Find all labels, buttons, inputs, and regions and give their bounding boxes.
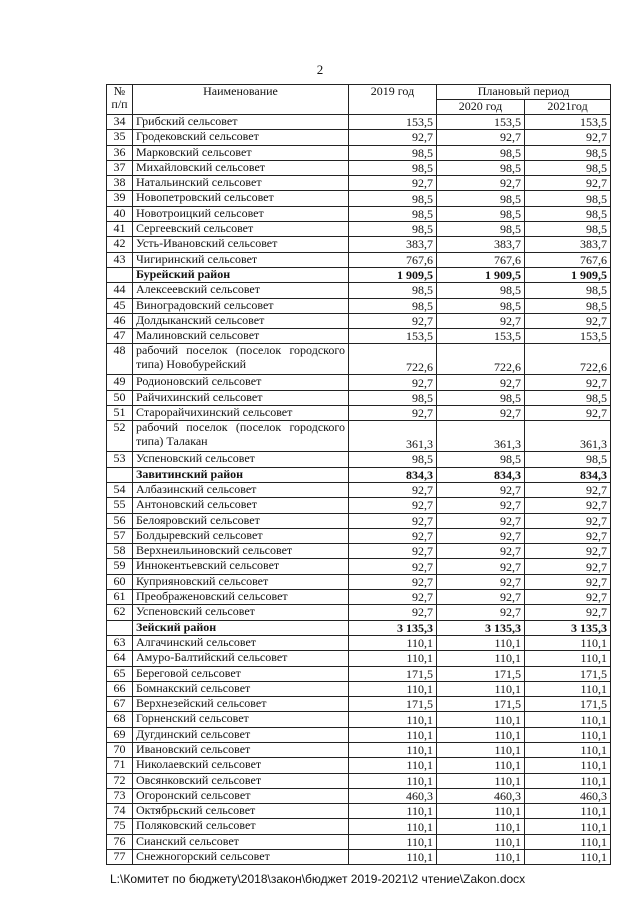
value-2020: 92,7 bbox=[437, 559, 525, 574]
table-row bbox=[107, 344, 611, 375]
value-2019: 92,7 bbox=[349, 375, 437, 390]
value-2019: 92,7 bbox=[349, 605, 437, 620]
row-name: Горненский сельсовет bbox=[133, 712, 349, 727]
value-2021: 110,1 bbox=[525, 850, 611, 865]
row-number: 37 bbox=[107, 160, 133, 175]
row-number: 57 bbox=[107, 528, 133, 543]
value-2019: 110,1 bbox=[349, 635, 437, 650]
table-row bbox=[107, 528, 611, 543]
table-row bbox=[107, 590, 611, 605]
row-name: Новопетровский сельсовет bbox=[133, 191, 349, 206]
value-2021: 92,7 bbox=[525, 544, 611, 559]
value-2019: 98,5 bbox=[349, 283, 437, 298]
value-2019: 361,3 bbox=[349, 421, 437, 452]
value-2021: 98,5 bbox=[525, 191, 611, 206]
value-2020: 110,1 bbox=[437, 635, 525, 650]
header-2020: 2020 год bbox=[437, 100, 525, 115]
value-2020: 92,7 bbox=[437, 130, 525, 145]
row-name: Верхнезейский сельсовет bbox=[133, 697, 349, 712]
table-row bbox=[107, 788, 611, 803]
row-name: Преображеновский сельсовет bbox=[133, 590, 349, 605]
row-name: Амуро-Балтийский сельсовет bbox=[133, 651, 349, 666]
table-row bbox=[107, 482, 611, 497]
value-2019: 110,1 bbox=[349, 773, 437, 788]
row-name: Долдыканский сельсовет bbox=[133, 313, 349, 328]
value-2020: 110,1 bbox=[437, 712, 525, 727]
value-2021: 92,7 bbox=[525, 605, 611, 620]
row-name: Бурейский район bbox=[133, 267, 349, 282]
value-2020: 834,3 bbox=[437, 467, 525, 482]
row-number: 34 bbox=[107, 115, 133, 130]
row-name: Овсянковский сельсовет bbox=[133, 773, 349, 788]
table-row bbox=[107, 176, 611, 191]
table-row bbox=[107, 712, 611, 727]
value-2020: 110,1 bbox=[437, 819, 525, 834]
row-number: 70 bbox=[107, 742, 133, 757]
row-number: 55 bbox=[107, 498, 133, 513]
value-2021: 110,1 bbox=[525, 727, 611, 742]
row-name: Михайловский сельсовет bbox=[133, 160, 349, 175]
district-row bbox=[107, 620, 611, 635]
header-planned-period: Плановый период bbox=[437, 85, 611, 100]
table-row bbox=[107, 681, 611, 696]
row-number: 46 bbox=[107, 313, 133, 328]
row-name: Белояровский сельсовет bbox=[133, 513, 349, 528]
value-2021: 110,1 bbox=[525, 819, 611, 834]
value-2019: 92,7 bbox=[349, 406, 437, 421]
table-row bbox=[107, 727, 611, 742]
district-row bbox=[107, 467, 611, 482]
value-2021: 722,6 bbox=[525, 344, 611, 375]
value-2021: 3 135,3 bbox=[525, 620, 611, 635]
value-2019: 92,7 bbox=[349, 130, 437, 145]
value-2021: 98,5 bbox=[525, 206, 611, 221]
row-name: Усть-Ивановский сельсовет bbox=[133, 237, 349, 252]
value-2021: 92,7 bbox=[525, 498, 611, 513]
table-row bbox=[107, 834, 611, 849]
page-number: 2 bbox=[316, 62, 324, 77]
value-2021: 110,1 bbox=[525, 804, 611, 819]
budget-table bbox=[106, 84, 611, 865]
table-row bbox=[107, 605, 611, 620]
row-number: 40 bbox=[107, 206, 133, 221]
value-2019: 110,1 bbox=[349, 834, 437, 849]
value-2020: 110,1 bbox=[437, 758, 525, 773]
table-row bbox=[107, 222, 611, 237]
table-row bbox=[107, 773, 611, 788]
row-number: 35 bbox=[107, 130, 133, 145]
row-number: 63 bbox=[107, 635, 133, 650]
value-2021: 98,5 bbox=[525, 145, 611, 160]
value-2019: 171,5 bbox=[349, 697, 437, 712]
value-2020: 92,7 bbox=[437, 528, 525, 543]
value-2021: 110,1 bbox=[525, 635, 611, 650]
table-row bbox=[107, 313, 611, 328]
value-2021: 98,5 bbox=[525, 283, 611, 298]
value-2019: 1 909,5 bbox=[349, 267, 437, 282]
row-number: 39 bbox=[107, 191, 133, 206]
value-2019: 92,7 bbox=[349, 482, 437, 497]
row-name: Сергеевский сельсовет bbox=[133, 222, 349, 237]
row-name: Малиновский сельсовет bbox=[133, 329, 349, 344]
row-number: 69 bbox=[107, 727, 133, 742]
row-name: Райчихинский сельсовет bbox=[133, 390, 349, 405]
row-name: Успеновский сельсовет bbox=[133, 605, 349, 620]
value-2020: 92,7 bbox=[437, 605, 525, 620]
value-2021: 767,6 bbox=[525, 252, 611, 267]
value-2020: 110,1 bbox=[437, 834, 525, 849]
table-row bbox=[107, 375, 611, 390]
value-2020: 92,7 bbox=[437, 574, 525, 589]
row-name: Родионовский сельсовет bbox=[133, 375, 349, 390]
value-2019: 92,7 bbox=[349, 528, 437, 543]
table-row bbox=[107, 498, 611, 513]
row-number: 67 bbox=[107, 697, 133, 712]
row-name: Ивановский сельсовет bbox=[133, 742, 349, 757]
table-row bbox=[107, 804, 611, 819]
row-number: 47 bbox=[107, 329, 133, 344]
row-number bbox=[107, 267, 133, 282]
value-2019: 98,5 bbox=[349, 160, 437, 175]
row-name: Снежногорский сельсовет bbox=[133, 850, 349, 865]
value-2019: 3 135,3 bbox=[349, 620, 437, 635]
table-row bbox=[107, 145, 611, 160]
value-2021: 361,3 bbox=[525, 421, 611, 452]
table-row bbox=[107, 329, 611, 344]
row-name: Иннокентьевский сельсовет bbox=[133, 559, 349, 574]
value-2019: 110,1 bbox=[349, 742, 437, 757]
value-2019: 722,6 bbox=[349, 344, 437, 375]
value-2020: 110,1 bbox=[437, 773, 525, 788]
row-number: 49 bbox=[107, 375, 133, 390]
value-2019: 98,5 bbox=[349, 145, 437, 160]
row-number: 45 bbox=[107, 298, 133, 313]
table-row bbox=[107, 191, 611, 206]
row-number: 53 bbox=[107, 452, 133, 467]
value-2019: 92,7 bbox=[349, 313, 437, 328]
value-2020: 153,5 bbox=[437, 115, 525, 130]
row-name: Виноградовский сельсовет bbox=[133, 298, 349, 313]
row-number: 62 bbox=[107, 605, 133, 620]
row-number bbox=[107, 620, 133, 635]
value-2021: 110,1 bbox=[525, 681, 611, 696]
value-2021: 834,3 bbox=[525, 467, 611, 482]
value-2019: 110,1 bbox=[349, 712, 437, 727]
value-2019: 98,5 bbox=[349, 390, 437, 405]
value-2020: 361,3 bbox=[437, 421, 525, 452]
value-2019: 92,7 bbox=[349, 544, 437, 559]
value-2019: 110,1 bbox=[349, 681, 437, 696]
value-2020: 110,1 bbox=[437, 651, 525, 666]
value-2019: 98,5 bbox=[349, 298, 437, 313]
value-2019: 834,3 bbox=[349, 467, 437, 482]
value-2021: 92,7 bbox=[525, 176, 611, 191]
row-number: 41 bbox=[107, 222, 133, 237]
value-2019: 383,7 bbox=[349, 237, 437, 252]
row-number: 60 bbox=[107, 574, 133, 589]
row-name: Антоновский сельсовет bbox=[133, 498, 349, 513]
row-number: 58 bbox=[107, 544, 133, 559]
value-2019: 110,1 bbox=[349, 727, 437, 742]
value-2020: 153,5 bbox=[437, 329, 525, 344]
row-number: 38 bbox=[107, 176, 133, 191]
table-row bbox=[107, 742, 611, 757]
value-2019: 98,5 bbox=[349, 191, 437, 206]
value-2019: 153,5 bbox=[349, 115, 437, 130]
table-row bbox=[107, 544, 611, 559]
table-row bbox=[107, 283, 611, 298]
value-2020: 171,5 bbox=[437, 697, 525, 712]
table-row bbox=[107, 666, 611, 681]
value-2019: 110,1 bbox=[349, 758, 437, 773]
header-number: № п/п bbox=[107, 85, 133, 115]
table-row bbox=[107, 252, 611, 267]
value-2019: 92,7 bbox=[349, 176, 437, 191]
value-2020: 767,6 bbox=[437, 252, 525, 267]
row-name: Береговой сельсовет bbox=[133, 666, 349, 681]
value-2020: 110,1 bbox=[437, 742, 525, 757]
table-header bbox=[107, 85, 611, 115]
row-number: 77 bbox=[107, 850, 133, 865]
row-name: рабочий поселок (поселок городского типа) Новобурейский bbox=[133, 344, 349, 375]
table-row bbox=[107, 697, 611, 712]
value-2021: 110,1 bbox=[525, 834, 611, 849]
row-name: Октябрьский сельсовет bbox=[133, 804, 349, 819]
table-row bbox=[107, 130, 611, 145]
row-name: Болдыревский сельсовет bbox=[133, 528, 349, 543]
value-2020: 92,7 bbox=[437, 313, 525, 328]
row-name: Старорайчихинский сельсовет bbox=[133, 406, 349, 421]
value-2020: 171,5 bbox=[437, 666, 525, 681]
value-2019: 171,5 bbox=[349, 666, 437, 681]
value-2021: 110,1 bbox=[525, 651, 611, 666]
value-2021: 171,5 bbox=[525, 666, 611, 681]
value-2019: 92,7 bbox=[349, 513, 437, 528]
value-2020: 98,5 bbox=[437, 160, 525, 175]
row-number: 36 bbox=[107, 145, 133, 160]
row-number: 42 bbox=[107, 237, 133, 252]
value-2020: 98,5 bbox=[437, 298, 525, 313]
value-2019: 110,1 bbox=[349, 850, 437, 865]
table-row bbox=[107, 160, 611, 175]
row-number: 48 bbox=[107, 344, 133, 375]
value-2020: 92,7 bbox=[437, 176, 525, 191]
row-number: 64 bbox=[107, 651, 133, 666]
table-row bbox=[107, 452, 611, 467]
value-2019: 460,3 bbox=[349, 788, 437, 803]
value-2021: 110,1 bbox=[525, 758, 611, 773]
row-name: рабочий поселок (поселок городского типа) Талакан bbox=[133, 421, 349, 452]
value-2021: 460,3 bbox=[525, 788, 611, 803]
header-2021: 2021год bbox=[525, 100, 611, 115]
value-2021: 98,5 bbox=[525, 452, 611, 467]
table-row bbox=[107, 819, 611, 834]
value-2020: 92,7 bbox=[437, 482, 525, 497]
value-2021: 110,1 bbox=[525, 712, 611, 727]
row-number: 44 bbox=[107, 283, 133, 298]
table-row bbox=[107, 850, 611, 865]
row-number: 65 bbox=[107, 666, 133, 681]
value-2019: 153,5 bbox=[349, 329, 437, 344]
table-row bbox=[107, 406, 611, 421]
value-2019: 92,7 bbox=[349, 498, 437, 513]
value-2020: 92,7 bbox=[437, 498, 525, 513]
row-number: 68 bbox=[107, 712, 133, 727]
value-2021: 153,5 bbox=[525, 115, 611, 130]
header-2019: 2019 год bbox=[349, 85, 437, 115]
value-2019: 767,6 bbox=[349, 252, 437, 267]
row-number: 71 bbox=[107, 758, 133, 773]
row-number bbox=[107, 467, 133, 482]
value-2021: 98,5 bbox=[525, 160, 611, 175]
value-2020: 98,5 bbox=[437, 222, 525, 237]
value-2020: 92,7 bbox=[437, 406, 525, 421]
row-name: Марковский сельсовет bbox=[133, 145, 349, 160]
row-number: 56 bbox=[107, 513, 133, 528]
table-row bbox=[107, 574, 611, 589]
row-name: Сианский сельсовет bbox=[133, 834, 349, 849]
value-2021: 110,1 bbox=[525, 742, 611, 757]
value-2021: 92,7 bbox=[525, 528, 611, 543]
value-2020: 3 135,3 bbox=[437, 620, 525, 635]
table-row bbox=[107, 390, 611, 405]
value-2020: 98,5 bbox=[437, 191, 525, 206]
value-2021: 383,7 bbox=[525, 237, 611, 252]
value-2021: 1 909,5 bbox=[525, 267, 611, 282]
row-name: Бомнакский сельсовет bbox=[133, 681, 349, 696]
value-2020: 1 909,5 bbox=[437, 267, 525, 282]
row-name: Поляковский сельсовет bbox=[133, 819, 349, 834]
row-name: Алгачинский сельсовет bbox=[133, 635, 349, 650]
value-2019: 110,1 bbox=[349, 819, 437, 834]
table-row bbox=[107, 115, 611, 130]
value-2020: 98,5 bbox=[437, 283, 525, 298]
row-number: 73 bbox=[107, 788, 133, 803]
value-2021: 98,5 bbox=[525, 222, 611, 237]
row-name: Верхнеильиновский сельсовет bbox=[133, 544, 349, 559]
row-number: 75 bbox=[107, 819, 133, 834]
value-2020: 92,7 bbox=[437, 590, 525, 605]
row-number: 51 bbox=[107, 406, 133, 421]
row-name: Натальинский сельсовет bbox=[133, 176, 349, 191]
row-name: Дугдинский сельсовет bbox=[133, 727, 349, 742]
table-row bbox=[107, 651, 611, 666]
row-number: 72 bbox=[107, 773, 133, 788]
value-2020: 92,7 bbox=[437, 544, 525, 559]
value-2021: 92,7 bbox=[525, 375, 611, 390]
row-number: 59 bbox=[107, 559, 133, 574]
value-2020: 110,1 bbox=[437, 804, 525, 819]
value-2020: 722,6 bbox=[437, 344, 525, 375]
file-path-footer: L:\Комитет по бюджету\2018\закон\бюджет 2019-2021\2 чтение\Zakon.docx bbox=[110, 872, 526, 886]
table-row bbox=[107, 513, 611, 528]
row-name: Николаевский сельсовет bbox=[133, 758, 349, 773]
value-2021: 92,7 bbox=[525, 130, 611, 145]
table-row bbox=[107, 298, 611, 313]
value-2020: 92,7 bbox=[437, 513, 525, 528]
value-2021: 92,7 bbox=[525, 513, 611, 528]
row-number: 74 bbox=[107, 804, 133, 819]
row-name: Куприяновский сельсовет bbox=[133, 574, 349, 589]
value-2020: 110,1 bbox=[437, 681, 525, 696]
value-2021: 110,1 bbox=[525, 773, 611, 788]
district-row bbox=[107, 267, 611, 282]
row-number: 76 bbox=[107, 834, 133, 849]
value-2019: 110,1 bbox=[349, 804, 437, 819]
value-2019: 98,5 bbox=[349, 222, 437, 237]
table-row bbox=[107, 559, 611, 574]
row-name: Албазинский сельсовет bbox=[133, 482, 349, 497]
value-2020: 98,5 bbox=[437, 145, 525, 160]
value-2020: 92,7 bbox=[437, 375, 525, 390]
value-2021: 98,5 bbox=[525, 298, 611, 313]
value-2020: 460,3 bbox=[437, 788, 525, 803]
row-number: 61 bbox=[107, 590, 133, 605]
table-row bbox=[107, 758, 611, 773]
row-name: Алексеевский сельсовет bbox=[133, 283, 349, 298]
row-name: Чигиринский сельсовет bbox=[133, 252, 349, 267]
row-name: Грибский сельсовет bbox=[133, 115, 349, 130]
header-name: Наименование bbox=[133, 85, 349, 115]
table-body bbox=[107, 115, 611, 865]
value-2021: 92,7 bbox=[525, 482, 611, 497]
value-2019: 92,7 bbox=[349, 590, 437, 605]
row-number: 54 bbox=[107, 482, 133, 497]
value-2021: 92,7 bbox=[525, 406, 611, 421]
value-2019: 92,7 bbox=[349, 574, 437, 589]
value-2021: 171,5 bbox=[525, 697, 611, 712]
row-name: Завитинский район bbox=[133, 467, 349, 482]
row-number: 43 bbox=[107, 252, 133, 267]
row-name: Огоронский сельсовет bbox=[133, 788, 349, 803]
table-row bbox=[107, 635, 611, 650]
row-number: 52 bbox=[107, 421, 133, 452]
value-2021: 92,7 bbox=[525, 590, 611, 605]
value-2020: 110,1 bbox=[437, 727, 525, 742]
row-name: Зейский район bbox=[133, 620, 349, 635]
value-2021: 92,7 bbox=[525, 574, 611, 589]
value-2020: 383,7 bbox=[437, 237, 525, 252]
row-name: Успеновский сельсовет bbox=[133, 452, 349, 467]
row-number: 66 bbox=[107, 681, 133, 696]
value-2021: 92,7 bbox=[525, 559, 611, 574]
value-2019: 110,1 bbox=[349, 651, 437, 666]
value-2021: 98,5 bbox=[525, 390, 611, 405]
value-2019: 98,5 bbox=[349, 206, 437, 221]
value-2020: 98,5 bbox=[437, 452, 525, 467]
value-2019: 92,7 bbox=[349, 559, 437, 574]
table-row bbox=[107, 237, 611, 252]
value-2020: 98,5 bbox=[437, 206, 525, 221]
value-2020: 110,1 bbox=[437, 850, 525, 865]
row-name: Новотроицкий сельсовет bbox=[133, 206, 349, 221]
table-row bbox=[107, 421, 611, 452]
row-number: 50 bbox=[107, 390, 133, 405]
table-row bbox=[107, 206, 611, 221]
value-2020: 98,5 bbox=[437, 390, 525, 405]
value-2019: 98,5 bbox=[349, 452, 437, 467]
row-name: Гродековский сельсовет bbox=[133, 130, 349, 145]
value-2021: 153,5 bbox=[525, 329, 611, 344]
value-2021: 92,7 bbox=[525, 313, 611, 328]
